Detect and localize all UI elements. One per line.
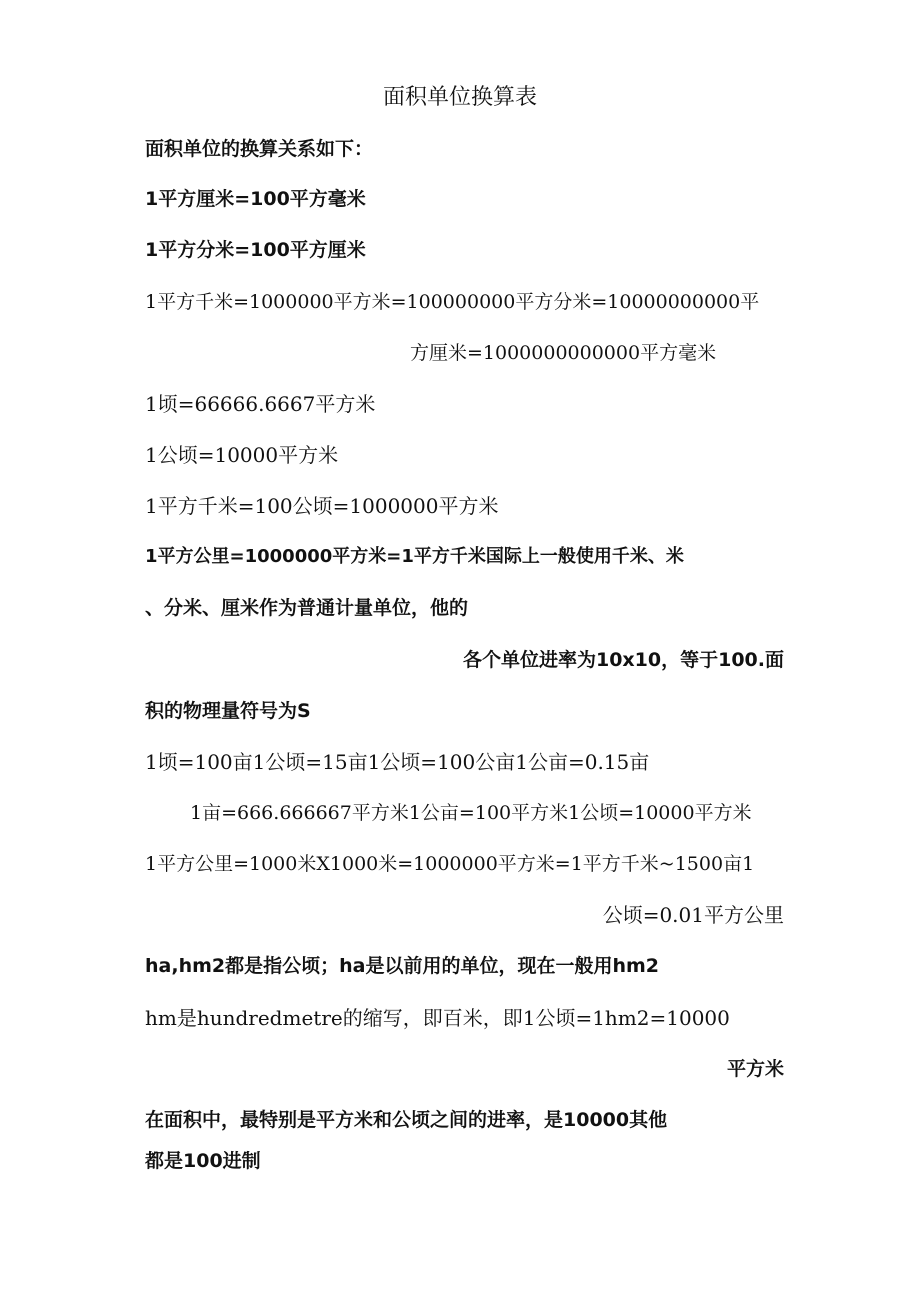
document-title: 面积单位换算表 — [382, 85, 537, 110]
text-line: 1平方厘米=100平方毫米 — [145, 188, 366, 210]
text-line: 1平方千米=100公顷=1000000平方米 — [145, 494, 499, 518]
text-line: 1顷=100亩1公顷=15亩1公顷=100公亩1公亩=0.15亩 — [145, 750, 650, 774]
text-line: 都是100进制 — [145, 1150, 261, 1172]
text-line: hm是hundredmetre的缩写，即百米，即1公顷=1hm2=10000 — [145, 1006, 730, 1030]
text-line: ha,hm2都是指公顷；ha是以前用的单位，现在一般用hm2 — [145, 955, 660, 977]
text-line: 在面积中，最特别是平方米和公顷之间的进率，是10000其他 — [145, 1109, 668, 1131]
intro-line: 面积单位的换算关系如下： — [145, 138, 374, 160]
text-line: 1平方公里=1000000平方米=1平方千米国际上一般使用千米、米 — [145, 546, 684, 567]
text-line: 1平方分米=100平方厘米 — [145, 239, 366, 261]
text-line: 公顷=0.01平方公里 — [602, 903, 784, 927]
text-line: 平方米 — [726, 1058, 784, 1080]
text-line: 1顷=66666.6667平方米 — [145, 392, 376, 416]
text-line: 1平方千米=1000000平方米=100000000平方分米=10000000000平 — [145, 291, 760, 313]
text-line: 1亩=666.666667平方米1公亩=100平方米1公顷=10000平方米 — [190, 802, 752, 824]
text-line: 1公顷=10000平方米 — [145, 443, 339, 467]
text-line: 方厘米=1000000000000平方毫米 — [410, 342, 717, 364]
text-line: 积的物理量符号为S — [145, 700, 311, 722]
text-line: 、分米、厘米作为普通计量单位，他的 — [145, 597, 469, 619]
text-line: 1平方公里=1000米X1000米=1000000平方米=1平方千米~1500亩1 — [145, 853, 755, 875]
text-line: 各个单位进率为10x10，等于100.面 — [462, 649, 784, 671]
